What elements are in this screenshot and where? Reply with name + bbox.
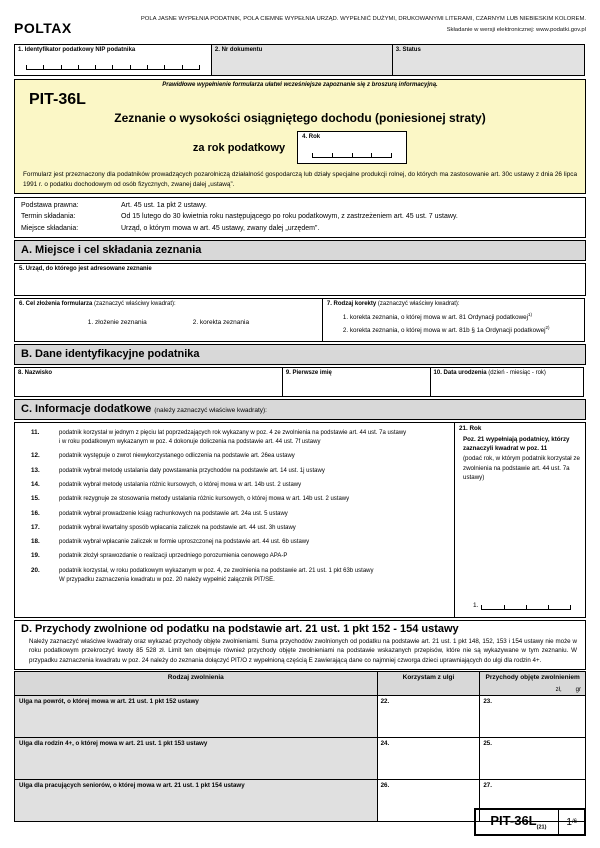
info-item-12[interactable] (15, 452, 454, 461)
filing-deadline-value: Od 15 lutego do 30 kwietnia roku następującego po roku podatkowym, z zastrzeżeniem art. 45 ust. 7 ustawy. (121, 213, 458, 221)
unit-zloty: zł, (555, 686, 562, 693)
field21-label: 21. Rok (459, 424, 482, 432)
field9-label: 9. Pierwsze imię (285, 369, 332, 376)
section-c-body (14, 422, 586, 618)
nip-comb-input[interactable] (26, 65, 200, 70)
document-number-label: 2. Nr dokumentu (214, 47, 263, 53)
field21-comb-input[interactable] (481, 605, 571, 610)
filing-deadline-label: Termin składania: (21, 213, 76, 221)
footnote-marker-1: 1) (528, 311, 533, 317)
section-d-block (14, 620, 586, 670)
identity-row (14, 367, 586, 397)
info-item-text: podatnik złożył sprawozdanie o realizacji uprzedniego porozumienia cenowego APA-P (59, 553, 288, 560)
efiling-note: Składanie w wersji elektronicznej: www.podatki.gov.pl (446, 26, 586, 33)
field7-hint: (zaznaczyć właściwy kwadrat): (377, 300, 460, 307)
field7-option-1[interactable]: 1. korekta zeznania, o której mowa w art. 81 Ordynacji podatkowej$^{1)}$ (342, 311, 533, 321)
legal-info-block (14, 197, 586, 238)
info-item-text: podatnik korzystał w jednym z pięciu lat poprzedzających rok wykazany w poz. 4 ze zwolnienia na podstawie art. 44 ust. 7a ustawy (59, 429, 407, 436)
tax-year-label: 4. Rok (302, 134, 321, 140)
field21-ruler-prefix: 1. (473, 602, 479, 610)
info-item-text: podatnik wybrał wpłacanie zaliczek w formie uproszczonej na podstawie art. 44 ust. 6b ustawy (59, 539, 310, 546)
relief-label: Ulga dla pracujących seniorów, o której mowa w art. 21 ust. 1 pkt 154 ustawy (15, 779, 378, 821)
field7-correction-type (322, 298, 585, 342)
info-item-number: 14. (31, 480, 40, 488)
currency-units (556, 687, 581, 693)
additional-info-items (15, 429, 454, 586)
identifier-row (14, 44, 586, 76)
info-item-text: podatnik występuje o zwrot niewykorzystanego odliczenia na podstawie art. 26ea ustawy (59, 453, 295, 460)
field6-label: 6. Cel złożenia formularza (19, 300, 93, 307)
legal-basis-label: Podstawa prawna: (21, 202, 79, 210)
field8-label: 8. Nazwisko (18, 369, 53, 376)
info-item-text2: W przypadku zaznaczenia kwadratu w poz. 20 należy wypełnić załącznik PIT/SE. (59, 577, 275, 584)
info-item-text: podatnik wybrał kwartalny sposób wpłacania zaliczek na podstawie art. 44 ust. 3h ustawy (59, 524, 296, 531)
info-item-14[interactable] (15, 481, 454, 490)
section-c-header: C. Informacje dodatkowe (należy zaznaczyć właściwe kwadraty): (14, 399, 586, 420)
legal-basis-value: Art. 45 ust. 1a pkt 2 ustawy. (121, 202, 207, 210)
info-item-number: 20. (31, 566, 40, 574)
field26-checkbox-cell[interactable]: 26. (377, 779, 480, 821)
info-item-number: 18. (31, 538, 40, 546)
info-item-16[interactable] (15, 510, 454, 519)
info-item-17[interactable] (15, 524, 454, 533)
section-b-header: B. Dane identyfikacyjne podatnika (14, 344, 586, 365)
info-item-11[interactable] (15, 429, 454, 448)
info-item-text: podatnik wybrał prowadzenie ksiąg rachunkowych na podstawie art. 24a ust. 5 ustawy (59, 510, 288, 517)
field21-instruction-bold: Poz. 21 wypełniają podatnicy, którzy zaznaczyli kwadrat w poz. 11 (463, 435, 570, 453)
header-exempt-revenue: Przychody objęte zwolnieniem zł, gr (480, 671, 586, 695)
footer-box (474, 808, 586, 836)
field22-checkbox-cell[interactable]: 22. (377, 695, 480, 737)
legal-basis-row (21, 200, 579, 211)
info-item-number: 15. (31, 495, 40, 503)
form-description: Formularz jest przeznaczony dla podatników prowadzących pozarolniczą działalność gospodarczą lub działy specjalne produkcji rolnej, do których ma zastosowanie art. 30c ustawy z dnia 26 lipca 1991 r. o podatku dochodowym od osób fizycznych, zwanej dalej „ustawą”. (23, 171, 577, 188)
field5-tax-office[interactable] (14, 263, 586, 296)
info-item-19[interactable] (15, 552, 454, 561)
filing-place-label: Miejsce składania: (21, 224, 79, 232)
field21-instruction-normal: (podać rok, w którym podatnik korzystał ze zwolnienia na podstawie art. 44 ust. 7a ustawy) (463, 455, 580, 481)
page-footer (474, 808, 586, 836)
info-item-text: podatnik wybrał metodę ustalania daty powstawania przychodów na podstawie art. 14 ust. 1j ustawy (59, 467, 325, 474)
form-header-block (14, 79, 586, 194)
field24-checkbox-cell[interactable]: 24. (377, 737, 480, 779)
info-item-13[interactable] (15, 467, 454, 476)
nip-label: 1. Identyfikator podatkowy NIP podatnika (18, 47, 136, 53)
status-field (392, 44, 585, 76)
form-code-title: PIT-36L (29, 91, 86, 108)
brochure-notice: Prawidłowe wypełnienie formularza ułatwi wcześniejsze zapoznanie się z broszurą informacyjną. (162, 82, 438, 88)
relief-label: Ulga na powrót, o której mowa w art. 21 ust. 1 pkt 152 ustawy (15, 695, 378, 737)
field5-label: 5. Urząd, do którego jest adresowane zeznanie (19, 265, 152, 272)
filing-deadline-row (21, 211, 579, 222)
field8-surname[interactable] (14, 367, 283, 397)
footer-form-version: (21) (536, 825, 547, 831)
field7-label: 7. Rodzaj korekty (326, 300, 377, 307)
field10-birth-date[interactable] (430, 367, 584, 397)
purpose-correction-row (14, 298, 586, 342)
info-item-number: 12. (31, 452, 40, 460)
field6-option-filing[interactable]: 1. złożenie zeznania (87, 318, 147, 326)
header-exemption-type: Rodzaj zwolnienia (15, 671, 378, 695)
info-item-text: podatnik rezygnuje ze stosowania metody ustalania różnic kursowych, o której mowa w art. 14b ust. 2 ustawy (59, 496, 350, 503)
info-item-number: 16. (31, 509, 40, 517)
info-item-20[interactable] (15, 567, 454, 586)
info-item-number: 13. (31, 466, 40, 474)
table-row-return-relief (15, 695, 586, 737)
tax-year-prefix: za rok podatkowy (192, 141, 286, 154)
field9-first-name[interactable] (282, 367, 431, 397)
top-notes (141, 14, 586, 35)
field7-option-2[interactable]: 2. korekta zeznania, o której mowa w art. 81b § 1a Ordynacji podatkowej$^{2)}$ (342, 324, 550, 334)
field23-amount-cell[interactable]: 23. (480, 695, 586, 737)
exemptions-table (14, 671, 586, 822)
footnote-marker-2: 2) (545, 324, 550, 330)
info-item-number: 11. (31, 428, 40, 436)
nip-field[interactable] (14, 44, 212, 76)
section-d-description: Należy zaznaczyć właściwe kwadraty oraz wykazać przychody objęte zwolnieniami. Suma przychodów zwolnionych od podatku na podstawie art. 21 ust. 1 pkt 148, 152, 153 i 154 ustawy nie może w roku podatkowym przekroczyć kwoty 85 528 zł. Limit ten obejmuje również przychody objęte zwolnieniami na podstawie wskazanych przepisów, które nie są wykazywane w tym zeznaniu. W przypadku zaznaczenia kwadratu w poz. 24 należy do zeznania dołączyć PIT/O z wypełnioną częścią E zawierającą dane co najmniej czworga dzieci uprawniających do ulgi dla rodzin 4+. (29, 637, 577, 664)
field6-filing-purpose (14, 298, 323, 342)
field10-label: 10. Data urodzenia (433, 369, 487, 376)
status-label: 3. Status (395, 47, 421, 53)
filing-place-value: Urząd, o którym mowa w art. 45 ustawy, zwany dalej „urzędem”. (121, 224, 320, 232)
field6-option-correction[interactable]: 2. korekta zeznania (192, 318, 250, 326)
filing-place-row (21, 223, 579, 234)
info-item-number: 19. (31, 552, 40, 560)
info-item-text: podatnik korzystał, w roku podatkowym wykazanym w poz. 4, ze zwolnienia na podstawie art. 21 ust. 1 pkt 63b ustawy (59, 567, 374, 574)
info-item-text: podatnik wybrał metodę ustalania różnic kursowych, o której mowa w art. 14b ust. 2 ustawy (59, 481, 302, 488)
tax-year-comb-input[interactable] (312, 153, 392, 158)
info-item-text2: i w roku podatkowym wykazanym w poz. 4 dokonuje doliczenia na podstawie art. 44 ust. 7f ustawy (59, 439, 321, 446)
info-item-18[interactable] (15, 538, 454, 547)
table-row-family4plus-relief (15, 737, 586, 779)
document-number-field (211, 44, 393, 76)
footer-form-code: PIT-$36L_{(21)}$ (476, 810, 559, 834)
field6-hint: (zaznaczyć właściwy kwadrat): (94, 300, 176, 307)
header-using-relief: Korzystam z ulgi (377, 671, 480, 695)
fill-instructions-note: POLA JASNE WYPEŁNIA PODATNIK, POLA CIEMNE WYPEŁNIA URZĄD. WYPEŁNIĆ DUŻYMI, DRUKOWANYMI LITERAMI, CZARNYM LUB NIEBIESKIM KOLOREM. (140, 16, 586, 22)
field27-amount-cell[interactable]: 27. (480, 779, 586, 821)
field25-amount-cell[interactable]: 25. (480, 737, 586, 779)
tax-year-field[interactable] (297, 131, 407, 164)
section-a-header: A. Miejsce i cel składania zeznania (14, 240, 586, 261)
section-c-hint: (należy zaznaczyć właściwe kwadraty): (154, 406, 267, 414)
top-bar (14, 14, 586, 44)
field21-year-input[interactable] (473, 603, 571, 610)
footer-page-total: /6 (571, 819, 577, 826)
info-item-number: 17. (31, 523, 40, 531)
unit-grosz: gr (575, 686, 581, 693)
field10-hint: (dzień - miesiąc - rok) (488, 369, 546, 376)
poltax-logo: POLTAX (14, 20, 72, 36)
form-main-title: Zeznanie o wysokości osiągniętego dochodu (poniesionej straty) (114, 111, 486, 125)
relief-label: Ulga dla rodzin 4+, o której mowa w art. 21 ust. 1 pkt 153 ustawy (15, 737, 378, 779)
tax-year-row (21, 131, 579, 164)
field21-year-box (454, 423, 585, 617)
footer-page-number: 1 /6 (566, 816, 577, 828)
section-d-header: D. Przychody zwolnione od podatku na podstawie art. 21 ust. 1 pkt 152 - 154 ustawy (21, 622, 459, 635)
info-item-15[interactable] (15, 495, 454, 504)
exemptions-header-row (15, 671, 586, 695)
